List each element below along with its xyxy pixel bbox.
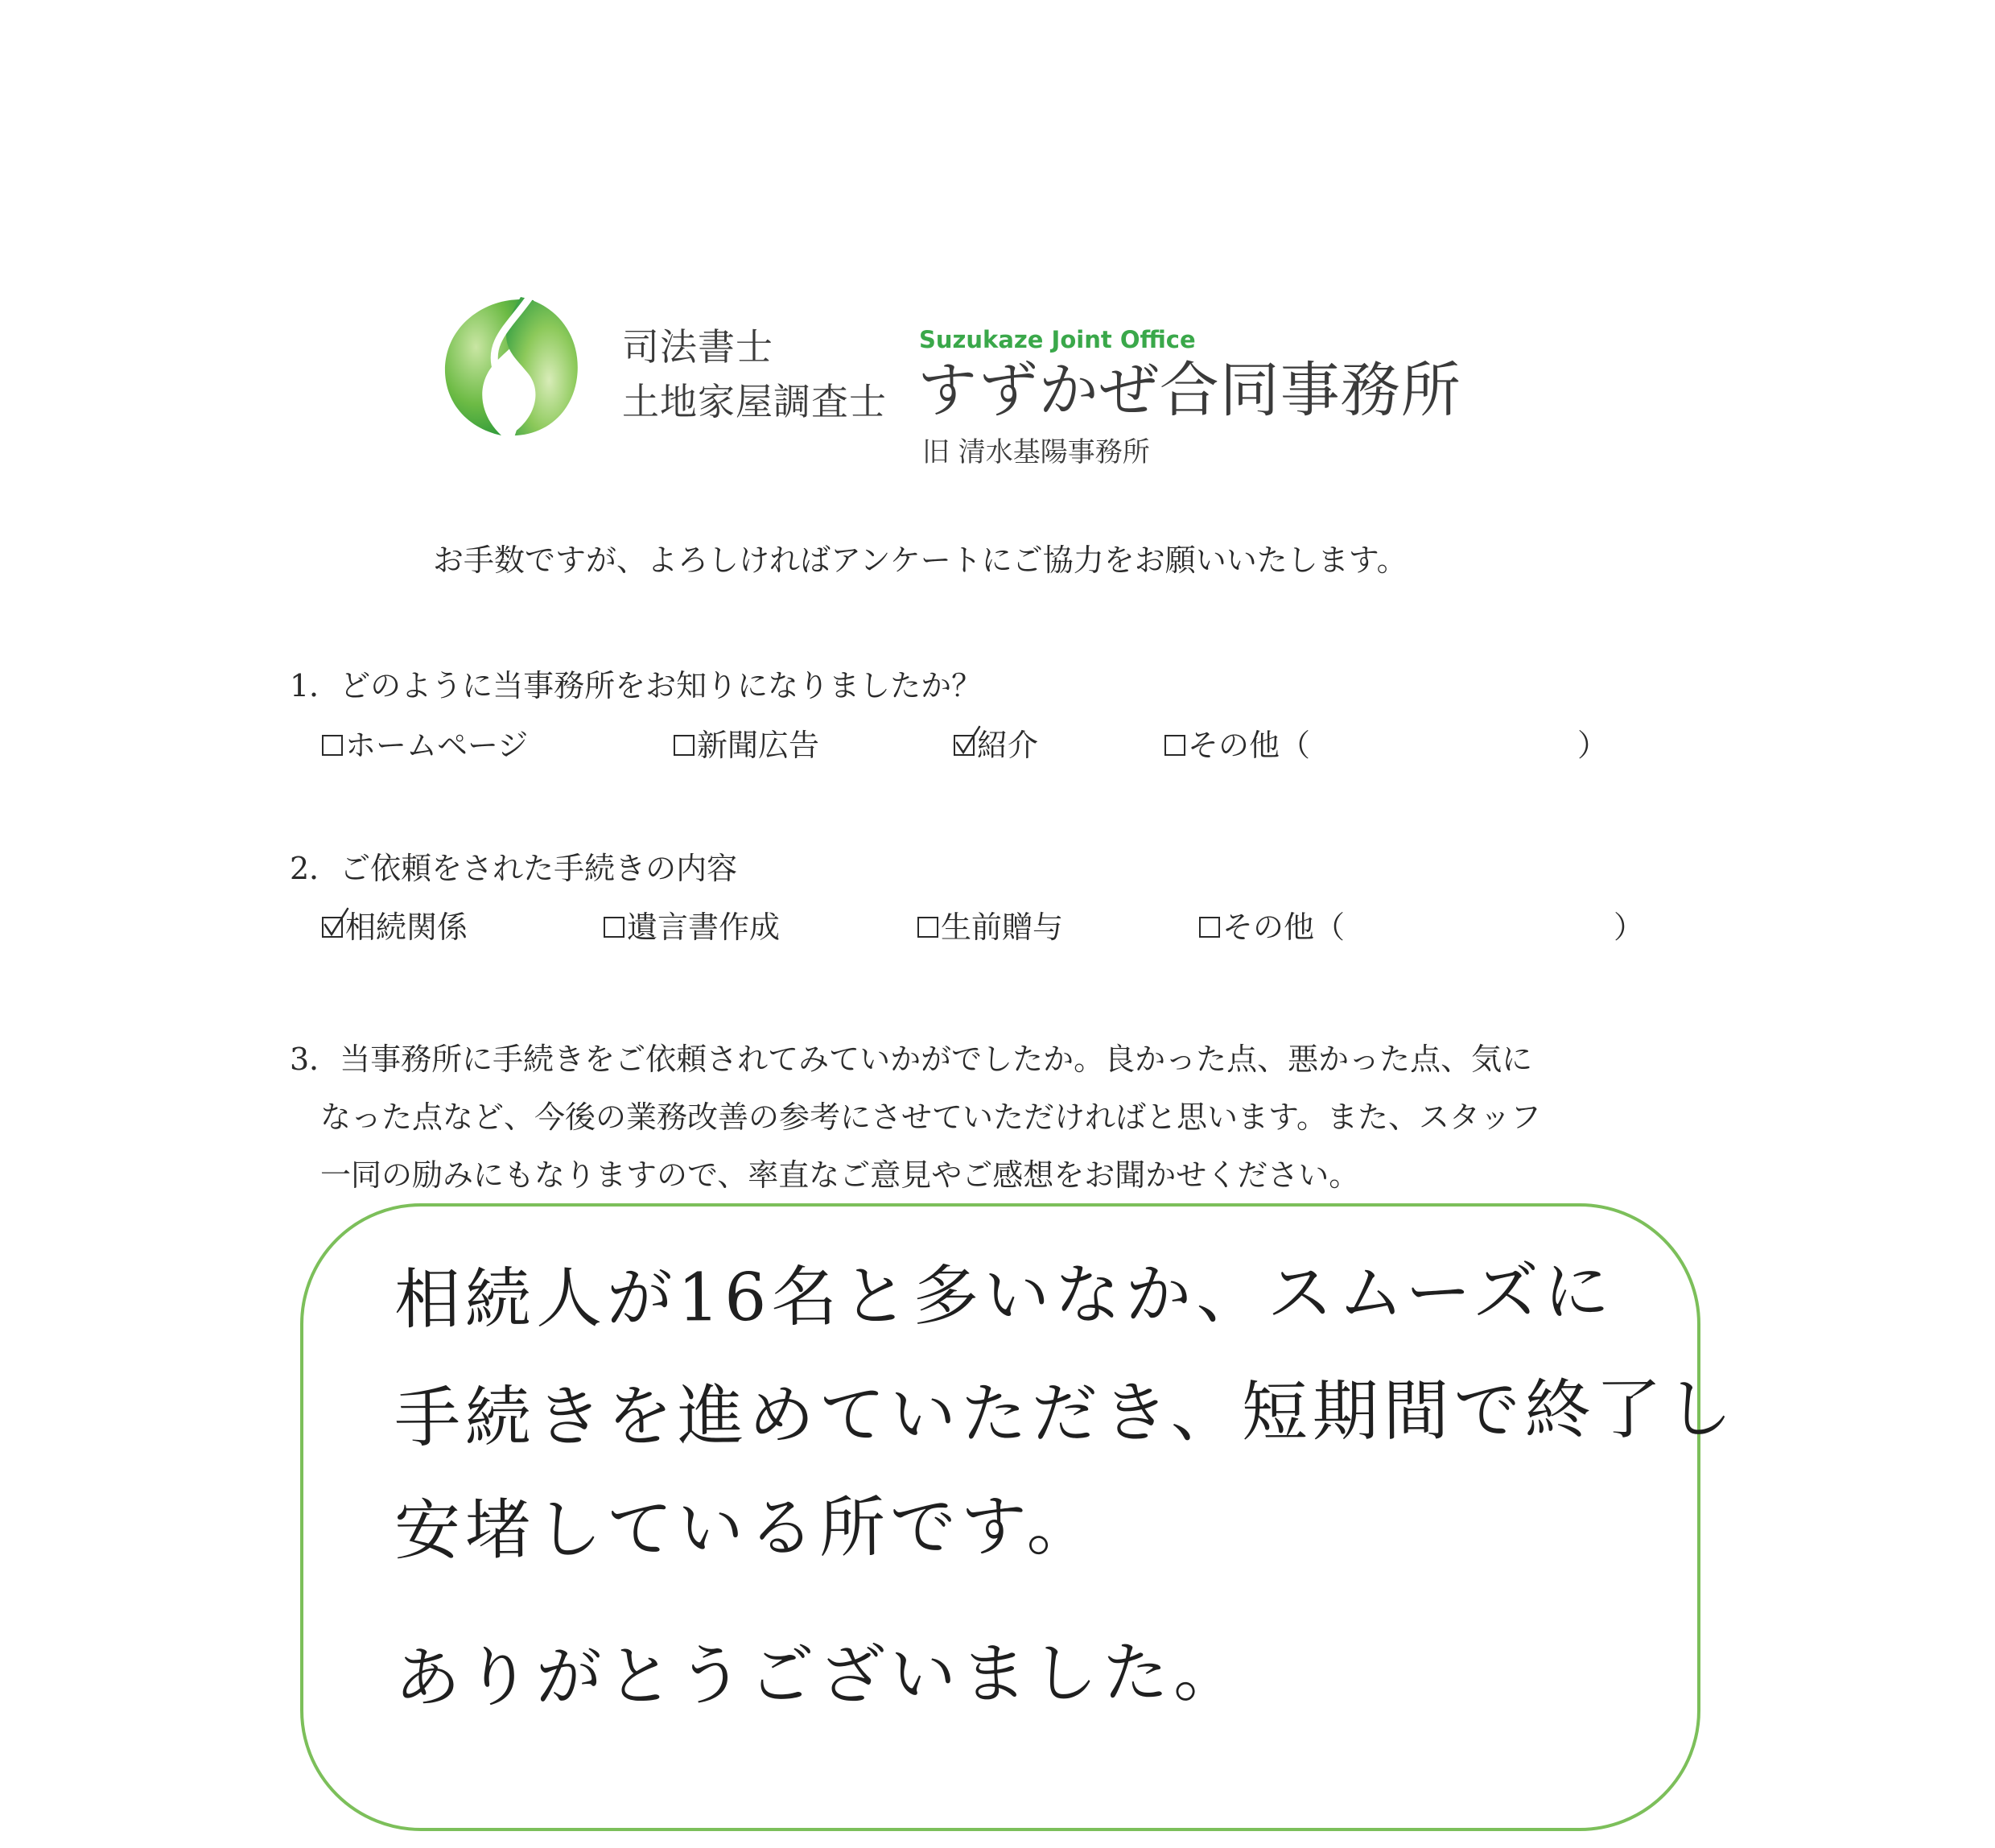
answer-line-4: ありがとうございました。	[394, 1634, 1245, 1717]
checkbox-unchecked-icon[interactable]	[322, 735, 343, 756]
q1-option-label: 紹介	[977, 728, 1039, 763]
q2-option-inheritance[interactable]	[322, 912, 468, 943]
q2-option-gift[interactable]	[917, 912, 1063, 943]
q2-option-label: 相続関係	[345, 910, 468, 945]
qualification-shiho-shoshi: 司法書士	[622, 325, 773, 369]
office-english-name: Suzukaze Joint Office	[919, 326, 1196, 353]
q1-option-other[interactable]	[1164, 730, 1310, 761]
q1-option-label: その他（	[1188, 728, 1311, 763]
q2-option-other[interactable]	[1199, 912, 1345, 943]
question-3-line-1: 3．当事務所に手続きをご依頼されてみていかがでしたか。良かった点、悪かった点、気に	[290, 1042, 1533, 1077]
question-3-line-3: 一同の励みにもなりますので、率直なご意見やご感想をお聞かせください。	[320, 1157, 1360, 1193]
answer-line-1: 相続人が16名と多いなか、スムーズに	[394, 1253, 1615, 1339]
q1-option-label: ホームページ	[345, 728, 529, 763]
checkbox-unchecked-icon[interactable]	[1199, 917, 1220, 938]
answer-line-3: 安堵している所です。	[394, 1487, 1098, 1570]
q2-option-label: その他（	[1222, 910, 1346, 945]
checkmark-icon	[952, 725, 981, 757]
question-3-line-2: なった点など、今後の業務改善の参考にさせていただければと思います。また、スタッフ	[320, 1099, 1541, 1135]
question-1-title: 1．どのように当事務所をお知りになりましたか？	[290, 668, 983, 703]
q2-option-label: 遺言書作成	[627, 910, 781, 945]
checkbox-unchecked-icon[interactable]	[1164, 735, 1185, 756]
q2-other-close-paren: ）	[1614, 910, 1645, 945]
q2-option-label: 生前贈与	[941, 910, 1064, 945]
question-3-text	[290, 1030, 1706, 1204]
q1-option-newspaper[interactable]	[674, 730, 819, 761]
q1-option-label: 新聞広告	[697, 728, 820, 763]
question-2-title: 2．ご依頼をされた手続きの内容	[290, 851, 738, 886]
checkbox-unchecked-icon[interactable]	[674, 735, 695, 756]
survey-intro: お手数ですが、よろしければアンケートにご協力をお願いいたします。	[433, 542, 1408, 578]
checkmark-icon	[320, 907, 349, 939]
checkbox-unchecked-icon[interactable]	[604, 917, 624, 938]
checkbox-checked-icon[interactable]	[322, 917, 343, 938]
answer-line-2: 手続きを進めていただき、短期間で終了し	[394, 1371, 1738, 1457]
qualification-tochi-kaoku: 土地家屋調査士	[622, 380, 887, 423]
checkbox-checked-icon[interactable]	[954, 735, 975, 756]
suzukaze-logo-icon	[439, 294, 583, 439]
q1-option-referral[interactable]	[954, 730, 1038, 761]
q2-option-will[interactable]	[604, 912, 780, 943]
office-name: すずかぜ合同事務所	[917, 356, 1461, 425]
q1-option-homepage[interactable]	[322, 730, 528, 761]
q1-other-close-paren: ）	[1577, 728, 1609, 763]
checkbox-unchecked-icon[interactable]	[917, 917, 938, 938]
office-former-name: 旧 清水基陽事務所	[922, 436, 1150, 468]
